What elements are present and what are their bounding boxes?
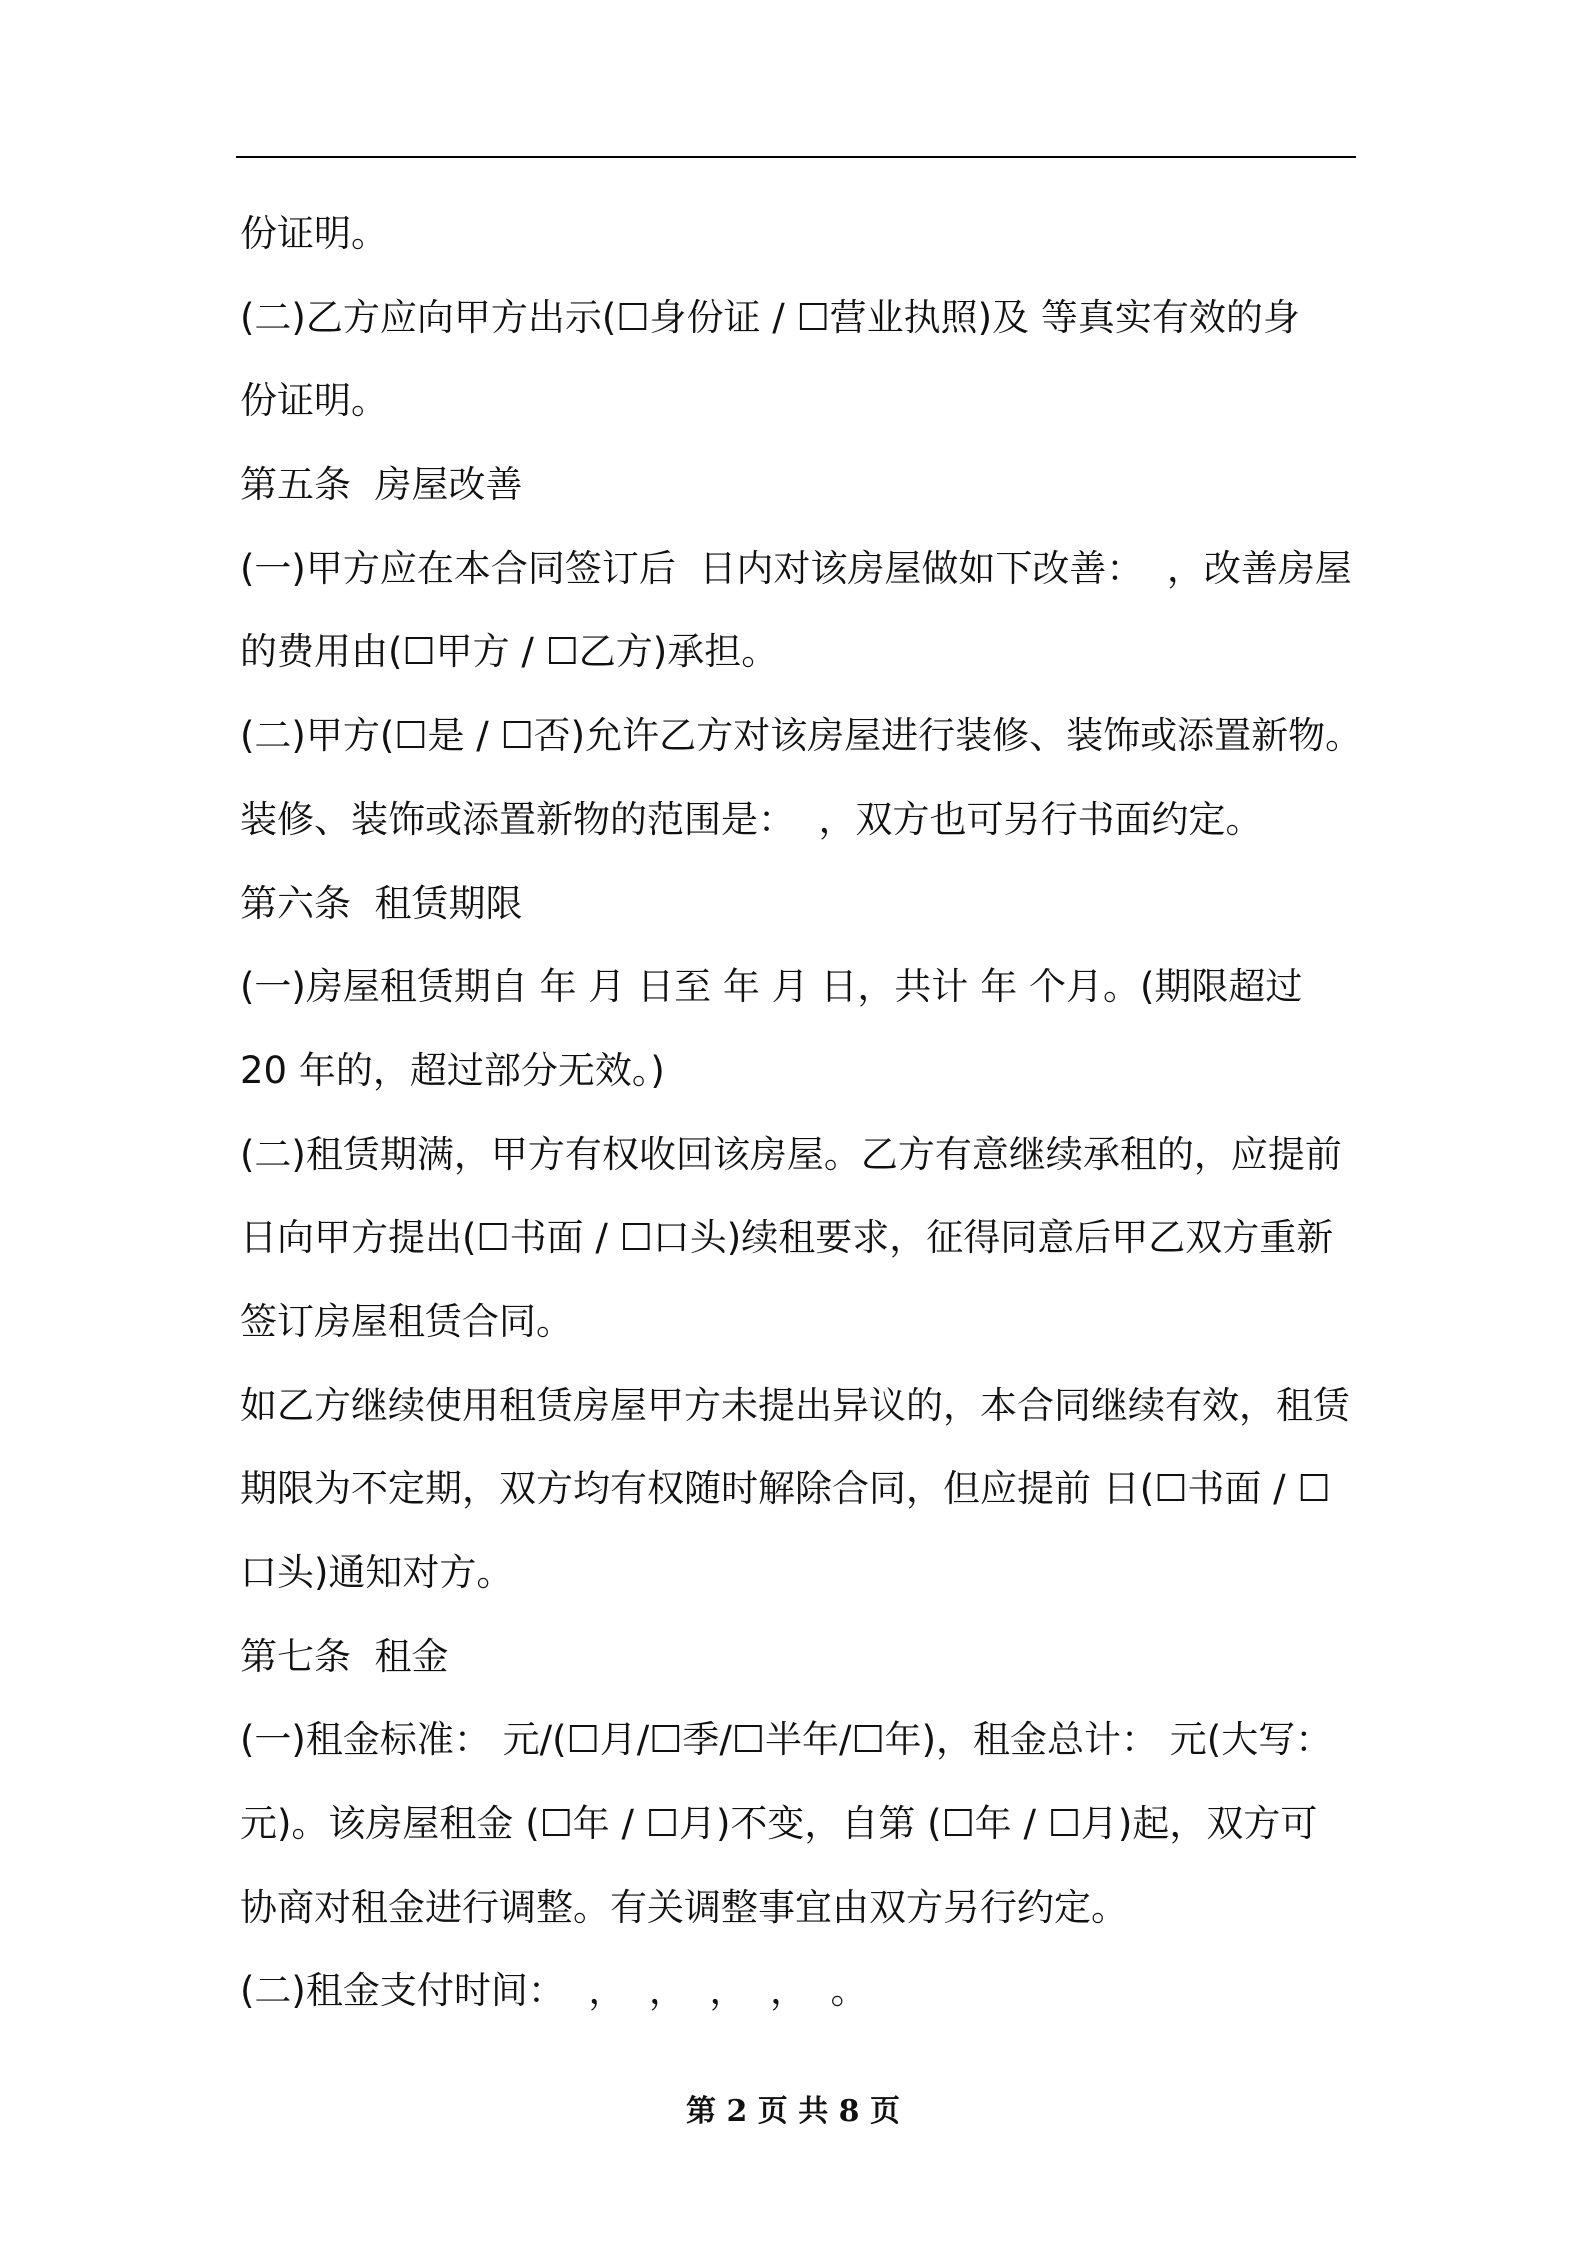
text-line: 20 年的，超过部分无效。) bbox=[240, 1048, 665, 1092]
text-line: 份证明。 bbox=[240, 379, 388, 423]
text-line: 协商对租金进行调整。有关调整事宜由双方另行约定。 bbox=[240, 1885, 1128, 1929]
text-line: 日向甲方提出(☐书面 / ☐口头)续租要求，征得同意后甲乙双方重新 bbox=[240, 1216, 1334, 1260]
text-line: 期限为不定期，双方均有权随时解除合同，但应提前 日(☐书面 / ☐ bbox=[240, 1467, 1331, 1511]
text-line: (一)房屋租赁期自 年 月 日至 年 月 日，共计 年 个月。(期限超过 bbox=[240, 965, 1303, 1009]
text-line: (二)甲方(☐是 / ☐否)允许乙方对该房屋进行装修、装饰或添置新物。 bbox=[240, 714, 1363, 758]
text-line: (一)租金标准： 元/(☐月/☐季/☐半年/☐年)，租金总计： 元(大写： bbox=[240, 1718, 1333, 1762]
text-line: 的费用由(☐甲方 / ☐乙方)承担。 bbox=[240, 630, 779, 674]
text-line: 口头)通知对方。 bbox=[240, 1551, 514, 1594]
header-rule bbox=[236, 156, 1356, 158]
page-number-footer: 第 2 页 共 8 页 bbox=[686, 2094, 900, 2129]
section-heading: 第六条 租赁期限 bbox=[240, 881, 523, 925]
text-line: 签订房屋租赁合同。 bbox=[240, 1299, 573, 1343]
text-line: (二)租赁期满，甲方有权收回该房屋。乙方有意继续承租的，应提前 bbox=[240, 1132, 1342, 1176]
text-line: 元)。该房屋租金 (☐年 / ☐月)不变，自第 (☐年 / ☐月)起，双方可 bbox=[240, 1802, 1318, 1846]
text-line: (一)甲方应在本合同签订后 日内对该房屋做如下改善： ，改善房屋 bbox=[240, 546, 1352, 590]
text-line: (二)租金支付时间： ， ， ， ， 。 bbox=[240, 1969, 868, 2013]
section-heading: 第七条 租金 bbox=[240, 1634, 449, 1678]
text-line: 份证明。 bbox=[240, 212, 388, 255]
section-heading: 第五条 房屋改善 bbox=[240, 463, 523, 507]
text-line: (二)乙方应向甲方出示(☐身份证 / ☐营业执照)及 等真实有效的身 bbox=[240, 295, 1300, 339]
text-line: 装修、装饰或添置新物的范围是： ，双方也可另行书面约定。 bbox=[240, 797, 1263, 841]
text-line: 如乙方继续使用租赁房屋甲方未提出异议的，本合同继续有效，租赁 bbox=[240, 1383, 1350, 1427]
document-body bbox=[240, 192, 1370, 2033]
